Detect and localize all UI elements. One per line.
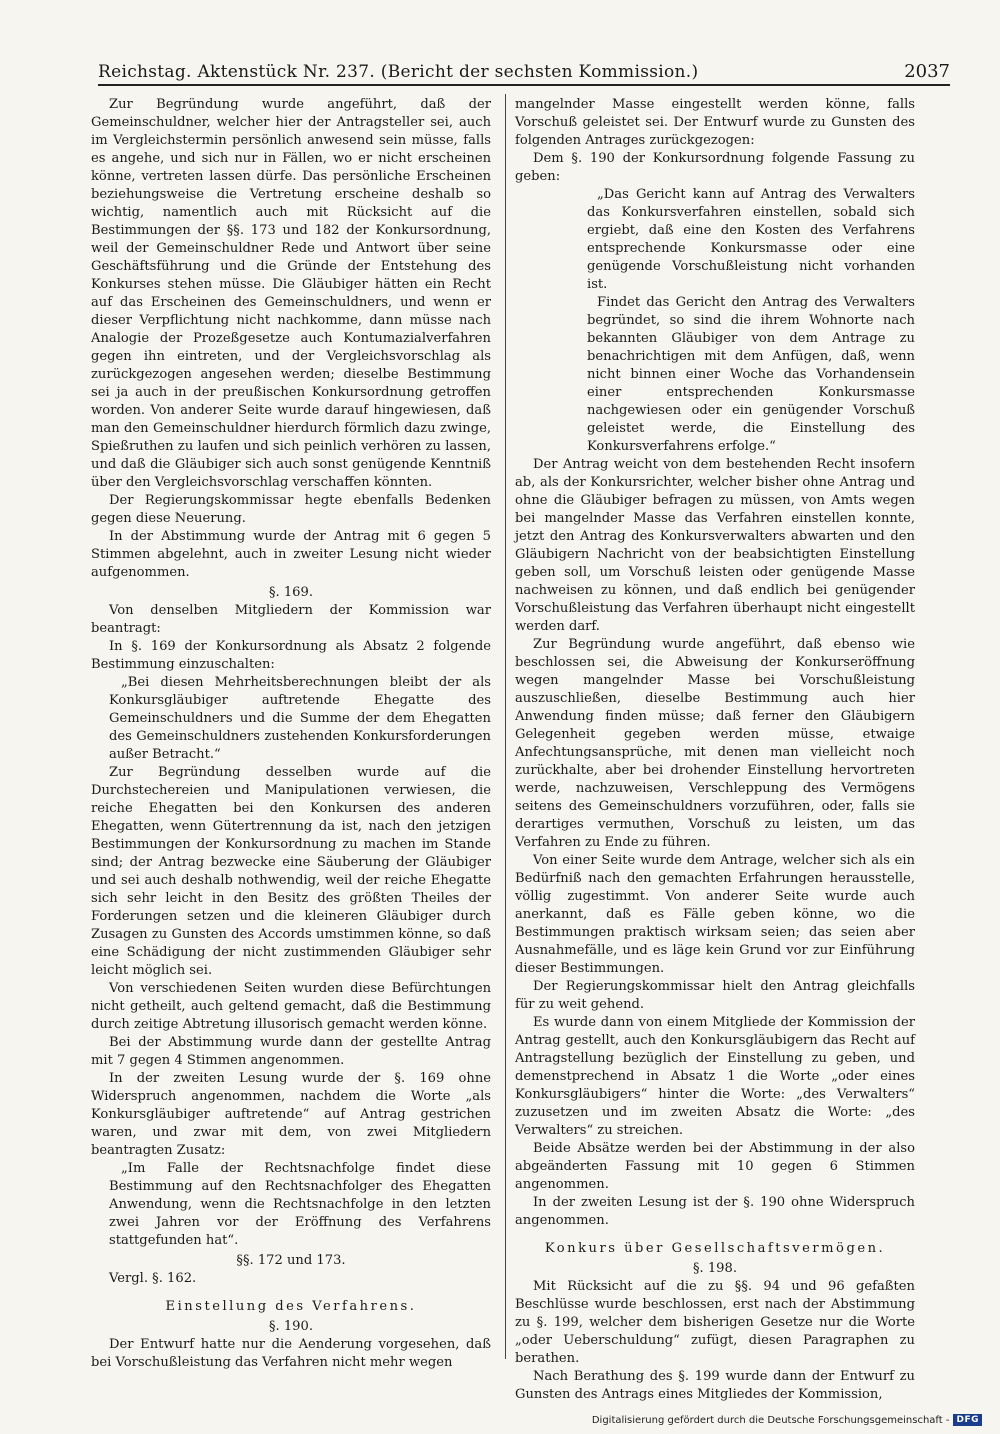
section-heading: Konkurs über Gesellschaftsvermögen. xyxy=(544,1241,886,1256)
quoted-provision: „Das Gericht kann auf Antrag des Verwalters das Konkursverfahren einstellen, sobald sich ergiebt, daß eine den Kosten des Verfahrens entsprechende Konkursmasse oder eine genügende Vorschußleistung nicht vorhanden ist. xyxy=(587,187,915,292)
section-number: §. 198. xyxy=(692,1261,738,1276)
paragraph: In der zweiten Lesung ist der §. 190 ohne Widerspruch angenommen. xyxy=(515,1195,915,1228)
quoted-provision: „Im Falle der Rechtsnachfolge findet diese Bestimmung auf den Rechtsnachfolger des Ehegatten Anwendung, wenn die Rechtsnachfolge in den letzten zwei Jahren vor der Eröffnung des Verfahrens stattgefunden hat“. xyxy=(109,1161,491,1248)
running-title: Reichstag. Aktenstück Nr. 237. (Bericht der sechsten Kommission.) xyxy=(98,62,699,82)
paragraph: Der Regierungskommissar hegte ebenfalls Bedenken gegen diese Neuerung. xyxy=(91,493,491,526)
paragraph: In der zweiten Lesung wurde der §. 169 ohne Widerspruch angenommen, nachdem die Worte „als Konkursgläubiger auftretende“ auf Antrag gestrichen waren, und zwar mit dem, von zwei Mitgliedern beantragten Zusatz: xyxy=(91,1071,491,1158)
section-number: §§. 172 und 173. xyxy=(236,1253,346,1268)
cross-reference: Vergl. §. 162. xyxy=(109,1271,197,1286)
paragraph: In der Abstimmung wurde der Antrag mit 6 gegen 5 Stimmen abgelehnt, auch in zweiter Lesung nicht wieder aufgenommen. xyxy=(91,529,491,580)
page-number: 2037 xyxy=(904,61,950,82)
quoted-provision: „Bei diesen Mehrheitsberechnungen bleibt der als Konkursgläubiger auftretende Ehegatte des Gemeinschuldners und die Summe der dem Ehegatten des Gemeinschuldners zustehenden Konkursforderungen außer Betracht.“ xyxy=(109,675,491,762)
paragraph: Zur Begründung wurde angeführt, daß ebenso wie beschlossen sei, die Abweisung der Konkurseröffnung wegen mangelnder Masse bei Vorschußleistung auszuschließen, dieselbe Bestimmung auch hier Anwendung finden müsse; daß ferner den Gläubigern Gelegenheit gegeben werden müsse, etwaige Anfechtungsansprüche, mit denen man vielleicht noch zurückhalte, aber bei drohender Einstellung hervortreten werde, nachzuweisen, Verschleppung des Vermögens seitens des Gemeinschuldners vorzuführen, oder, falls sie derartiges vermuthen, Vorschuß zu leisten, um das Verfahren zu Ende zu führen. xyxy=(515,637,915,850)
section-number: §. 190. xyxy=(268,1319,314,1334)
paragraph: Der Regierungskommissar hielt den Antrag gleichfalls für zu weit gehend. xyxy=(515,979,915,1012)
paragraph: Zur Begründung wurde angeführt, daß der Gemeinschuldner, welcher hier der Antragsteller sei, auch im Vergleichstermin persönlich anwesend sein müsse, falls es angehe, und sich nur in Fällen, wo er nicht erscheinen könne, vertreten lassen dürfe. Das persönliche Erscheinen beziehungsweise die Vertretung erscheine deshalb so wichtig, namentlich auch mit Rücksicht auf die Bestimmungen der §§. 173 und 182 der Konkursordnung, weil der Gemeinschuldner Rede und Antwort über seine Geschäftsführung und die Gründe der Entstehung des Konkurses stehen müsse. Die Gläubiger hätten ein Recht auf das Erscheinen des Gemeinschuldners, und wenn er dieser Verpflichtung nicht nachkomme, dann müsse nach Analogie der Prozeßgesetze auch Kontumazialverfahren gegen ihn eintreten, und der Vergleichsvorschlag als zurückgezogen angesehen werden; dieselbe Bestimmung sei ja auch in der preußischen Konkursordnung getroffen worden. Von anderer Seite wurde darauf hingewiesen, daß man den Gemeinschuldner hierdurch förmlich dazu zwinge, Spießruthen zu laufen und sich peinlich verhören zu lassen, und daß die Gläubiger sich auch sonst genügende Kenntniß über den Vergleichsvorschlag verschaffen könnten. xyxy=(91,97,491,490)
dfg-logo: DFG xyxy=(953,1414,982,1426)
paragraph: Nach Berathung des §. 199 wurde dann der Entwurf zu Gunsten des Antrags eines Mitgliedes der Kommission, xyxy=(515,1369,915,1402)
section-heading: Einstellung des Verfahrens. xyxy=(165,1299,417,1314)
paragraph: Es wurde dann von einem Mitgliede der Kommission der Antrag gestellt, auch den Konkursgläubigern das Recht auf Antragstellung bezüglich der Einstellung zu geben, und demenstprechend in Absatz 1 die Worte „oder eines Konkursgläubigers“ hinter die Worte: „des Verwalters“ zuzusetzen und im zweiten Absatz die Worte: „des Verwalters“ zu streichen. xyxy=(515,1015,915,1138)
digitization-credit xyxy=(592,1414,982,1426)
page-header xyxy=(98,52,950,82)
paragraph: Dem §. 190 der Konkursordnung folgende Fassung zu geben: xyxy=(515,151,915,184)
column-divider xyxy=(505,94,506,1359)
paragraph: mangelnder Masse eingestellt werden könne, falls Vorschuß geleistet sei. Der Entwurf wurde zu Gunsten des folgenden Antrages zurückgezogen: xyxy=(515,97,915,148)
paragraph: Der Entwurf hatte nur die Aenderung vorgesehen, daß bei Vorschußleistung das Verfahren nicht mehr wegen xyxy=(91,1337,491,1370)
left-column xyxy=(91,96,491,1372)
paragraph: In §. 169 der Konkursordnung als Absatz 2 folgende Bestimmung einzuschalten: xyxy=(91,639,491,672)
paragraph: Beide Absätze werden bei der Abstimmung in der also abgeänderten Fassung mit 10 gegen 6 Stimmen angenommen. xyxy=(515,1141,915,1192)
header-rule xyxy=(98,84,950,86)
right-column xyxy=(515,96,915,1404)
paragraph: Der Antrag weicht von dem bestehenden Recht insofern ab, als der Konkursrichter, welcher bisher ohne Antrag und ohne die Gläubiger befragen zu müssen, von Amts wegen bei mangelnder Masse das Verfahren einstellen konnte, jetzt den Antrag des Konkursverwalters abwarten und den Gläubigern Nachricht von der beabsichtigten Einstellung geben soll, um Vorschuß leisten oder genügende Masse nachweisen zu können, und daß endlich bei genügender Vorschußleistung das Verfahren überhaupt nicht eingestellt werden darf. xyxy=(515,457,915,634)
section-number: §. 169. xyxy=(268,585,314,600)
paragraph: Bei der Abstimmung wurde dann der gestellte Antrag mit 7 gegen 4 Stimmen angenommen. xyxy=(91,1035,491,1068)
paragraph: Mit Rücksicht auf die zu §§. 94 und 96 gefaßten Beschlüsse wurde beschlossen, erst nach der Abstimmung zu §. 199, welcher dem bisherigen Gesetze nur die Worte „oder Ueberschuldung“ zufügt, diesen Paragraphen zu berathen. xyxy=(515,1279,915,1366)
credit-text: Digitalisierung gefördert durch die Deutsche Forschungsgemeinschaft - xyxy=(591,1414,950,1426)
paragraph: Von verschiedenen Seiten wurden diese Befürchtungen nicht getheilt, auch geltend gemacht, daß die Bestimmung durch zeitige Abtretung illusorisch gemacht werden könne. xyxy=(91,981,491,1032)
paragraph: Von einer Seite wurde dem Antrage, welcher sich als ein Bedürfniß nach den gemachten Erfahrungen herausstelle, völlig zugestimmt. Von anderer Seite wurde auch anerkannt, daß es Fälle geben könne, wo die Bestimmungen praktisch wirksam seien; das seien aber Ausnahmefälle, und es läge kein Grund vor zur Einführung dieser Bestimmungen. xyxy=(515,853,915,976)
paragraph: Zur Begründung desselben wurde auf die Durchstechereien und Manipulationen verwiesen, die reiche Ehegatten bei den Konkursen des anderen Ehegatten, wenn Gütertrennung da ist, nach den jetzigen Bestimmungen der Konkursordnung zu machen im Stande sind; der Antrag bezwecke eine Säuberung der Gläubiger und sei auch deshalb nothwendig, weil der reiche Ehegatte sich sehr leicht in den Besitz des größten Theiles der Forderungen setzen und die kleineren Gläubiger durch Zusagen zu Gunsten des Accords umstimmen könne, so daß eine Schädigung der nicht zustimmenden Gläubiger sehr leicht möglich sei. xyxy=(91,765,491,978)
quoted-provision: Findet das Gericht den Antrag des Verwalters begründet, so sind die ihrem Wohnorte nach bekannten Gläubiger von dem Antrage zu benachrichtigen mit dem Anfügen, daß, wenn nicht binnen einer Woche das Vorhandensein einer entsprechenden Konkursmasse nachgewiesen oder ein genügender Vorschuß geleistet werde, die Einstellung des Konkursverfahrens erfolge.“ xyxy=(587,295,915,454)
paragraph: Von denselben Mitgliedern der Kommission war beantragt: xyxy=(91,603,491,636)
